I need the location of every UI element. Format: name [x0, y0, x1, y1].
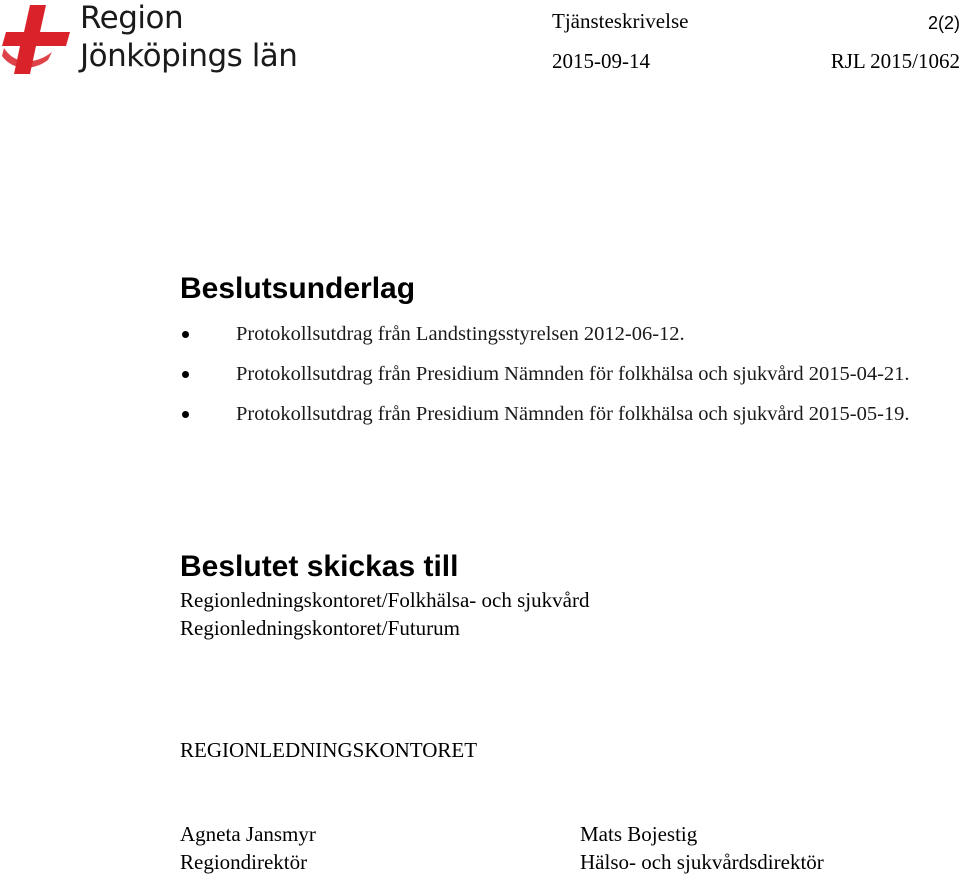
document-date: 2015-09-14 [552, 49, 650, 73]
bullet-icon [182, 371, 189, 378]
region-logo [0, 0, 310, 80]
bullet-icon [182, 411, 189, 418]
recipient-line: Regionledningskontoret/Futurum [180, 616, 460, 640]
recipient-line: Regionledningskontoret/Folkhälsa- och sjukvård [180, 588, 590, 612]
signatory-name: Agneta Jansmyr [180, 822, 316, 846]
list-item [180, 320, 940, 348]
logo-text-county: Jönköpings län [80, 38, 298, 74]
signatory-name: Mats Bojestig [580, 822, 698, 846]
region-cross-logo-icon [0, 2, 74, 76]
page-number: 2(2) [927, 13, 960, 33]
document-type: Tjänsteskrivelse [552, 9, 689, 33]
list-item [180, 360, 940, 388]
list-item-text: Protokollsutdrag från Presidium Nämnden för folkhälsa och sjukvård 2015-04-21. [236, 363, 910, 385]
list-item [180, 400, 940, 428]
bullet-icon [182, 331, 189, 338]
heading-recipients: Beslutet skickas till [180, 550, 459, 583]
list-item-text: Protokollsutdrag från Landstingsstyrelsen 2012-06-12. [236, 323, 685, 345]
heading-beslutsunderlag: Beslutsunderlag [180, 272, 416, 305]
list-item-text: Protokollsutdrag från Presidium Nämnden för folkhälsa och sjukvård 2015-05-19. [236, 403, 910, 425]
beslutsunderlag-list [180, 320, 940, 440]
signatory-title: Regiondirektör [180, 850, 308, 874]
signatory-title: Hälso- och sjukvårdsdirektör [580, 850, 824, 874]
logo-text-region: Region [80, 0, 184, 36]
document-reference: RJL 2015/1062 [830, 49, 960, 73]
office-name: REGIONLEDNINGSKONTORET [180, 738, 478, 762]
